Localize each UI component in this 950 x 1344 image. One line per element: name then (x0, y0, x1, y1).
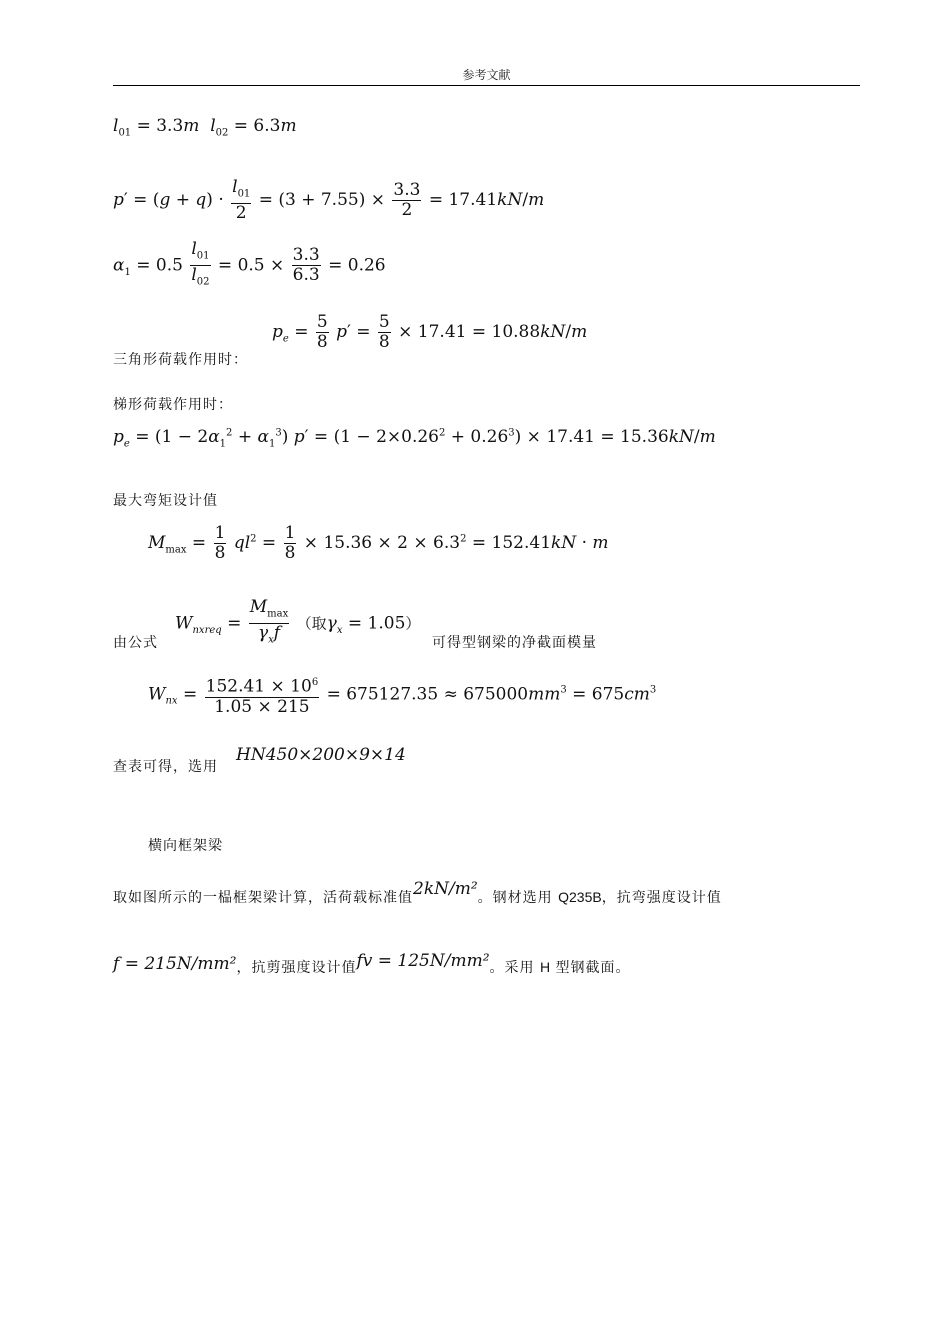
para2-text-a: ，抗剪强度设计值 (236, 960, 357, 976)
p-prime-formula: p′ = (g + q) · $\frac{l_{01}}{2}$ = (3 + 7.55) × $\frac{3.3}{2}$ = 17.41kN/m (113, 177, 545, 224)
para1-text-c: ，抗弯强度设计值 (601, 890, 722, 906)
trapezoid-load-formula: $p_e = (1 - 2\alpha_1^2 + \alpha_1^3) p' = (1 - 2\times 0.26^2 + 0.26^3) \times 17.41 = 15.36kN/m$ (113, 427, 716, 450)
header-title: 参考文献 (462, 68, 511, 82)
triangle-load-formula: $p_e$ = $\frac{5}{8}$ p′ = $\frac{5}{8}$ × 17.41 = 10.88kN/m (272, 312, 588, 352)
live-load-value: 2kN/m² (413, 879, 478, 899)
para2-text-b: 。采用 (489, 960, 535, 976)
para2-text-c: 型钢截面。 (555, 960, 631, 976)
selected-section: HN450×200×9×14 (236, 745, 406, 765)
span-lengths-formula: $l_{01} = 3.3m$ $l_{02} = 6.3m$ (113, 116, 297, 139)
paragraph-line-1 (113, 879, 722, 907)
formula-prefix: 由公式 (113, 635, 158, 651)
formula-suffix: 可得型钢梁的净截面模量 (432, 635, 597, 651)
max-moment-formula: $M_{max}$ = $\frac{1}{8}$ $ql^2$ = $\frac{1}{8}$ × $15.36 \times 2 \times 6.3^2 = 152.41kN \cdot m$ (148, 523, 609, 563)
para1-text-b: 。钢材选用 (477, 890, 553, 906)
required-modulus-formula: $W_{nxreq}$ = $\frac{M_{max}}{\gamma_xf}$ （取$\gamma_x = 1.05$） (175, 597, 421, 646)
section-type-letter: H (539, 959, 551, 975)
wnx-formula: $W_{nx}$ = $\frac{152.41 \times 10^6}{1.05 \times 215}$ = $675127.35 \approx 675000mm^3 = 675cm^3$ (148, 673, 656, 717)
header-rule (113, 85, 860, 86)
steel-grade: Q235B (558, 889, 602, 905)
selection-label: 查表可得，选用 (113, 759, 218, 775)
max-moment-label: 最大弯矩设计值 (113, 493, 218, 509)
triangle-load-label: 三角形荷载作用时： (113, 352, 248, 368)
section-title: 横向框架梁 (148, 838, 223, 854)
bending-strength-value: f = 215N/mm² (113, 954, 237, 974)
shear-strength-value: fv = 125N/mm² (356, 951, 490, 971)
alpha-formula: $\alpha_1 = 0.5$ $\frac{l_{01}}{l_{02}}$ = 0.5 × $\frac{3.3}{6.3}$ = 0.26 (113, 239, 386, 288)
para1-text-a: 取如图所示的一榀框架梁计算，活荷载标准值 (113, 890, 413, 906)
trapezoid-load-label: 梯形荷载作用时： (113, 397, 233, 413)
paragraph-line-2 (113, 951, 631, 977)
